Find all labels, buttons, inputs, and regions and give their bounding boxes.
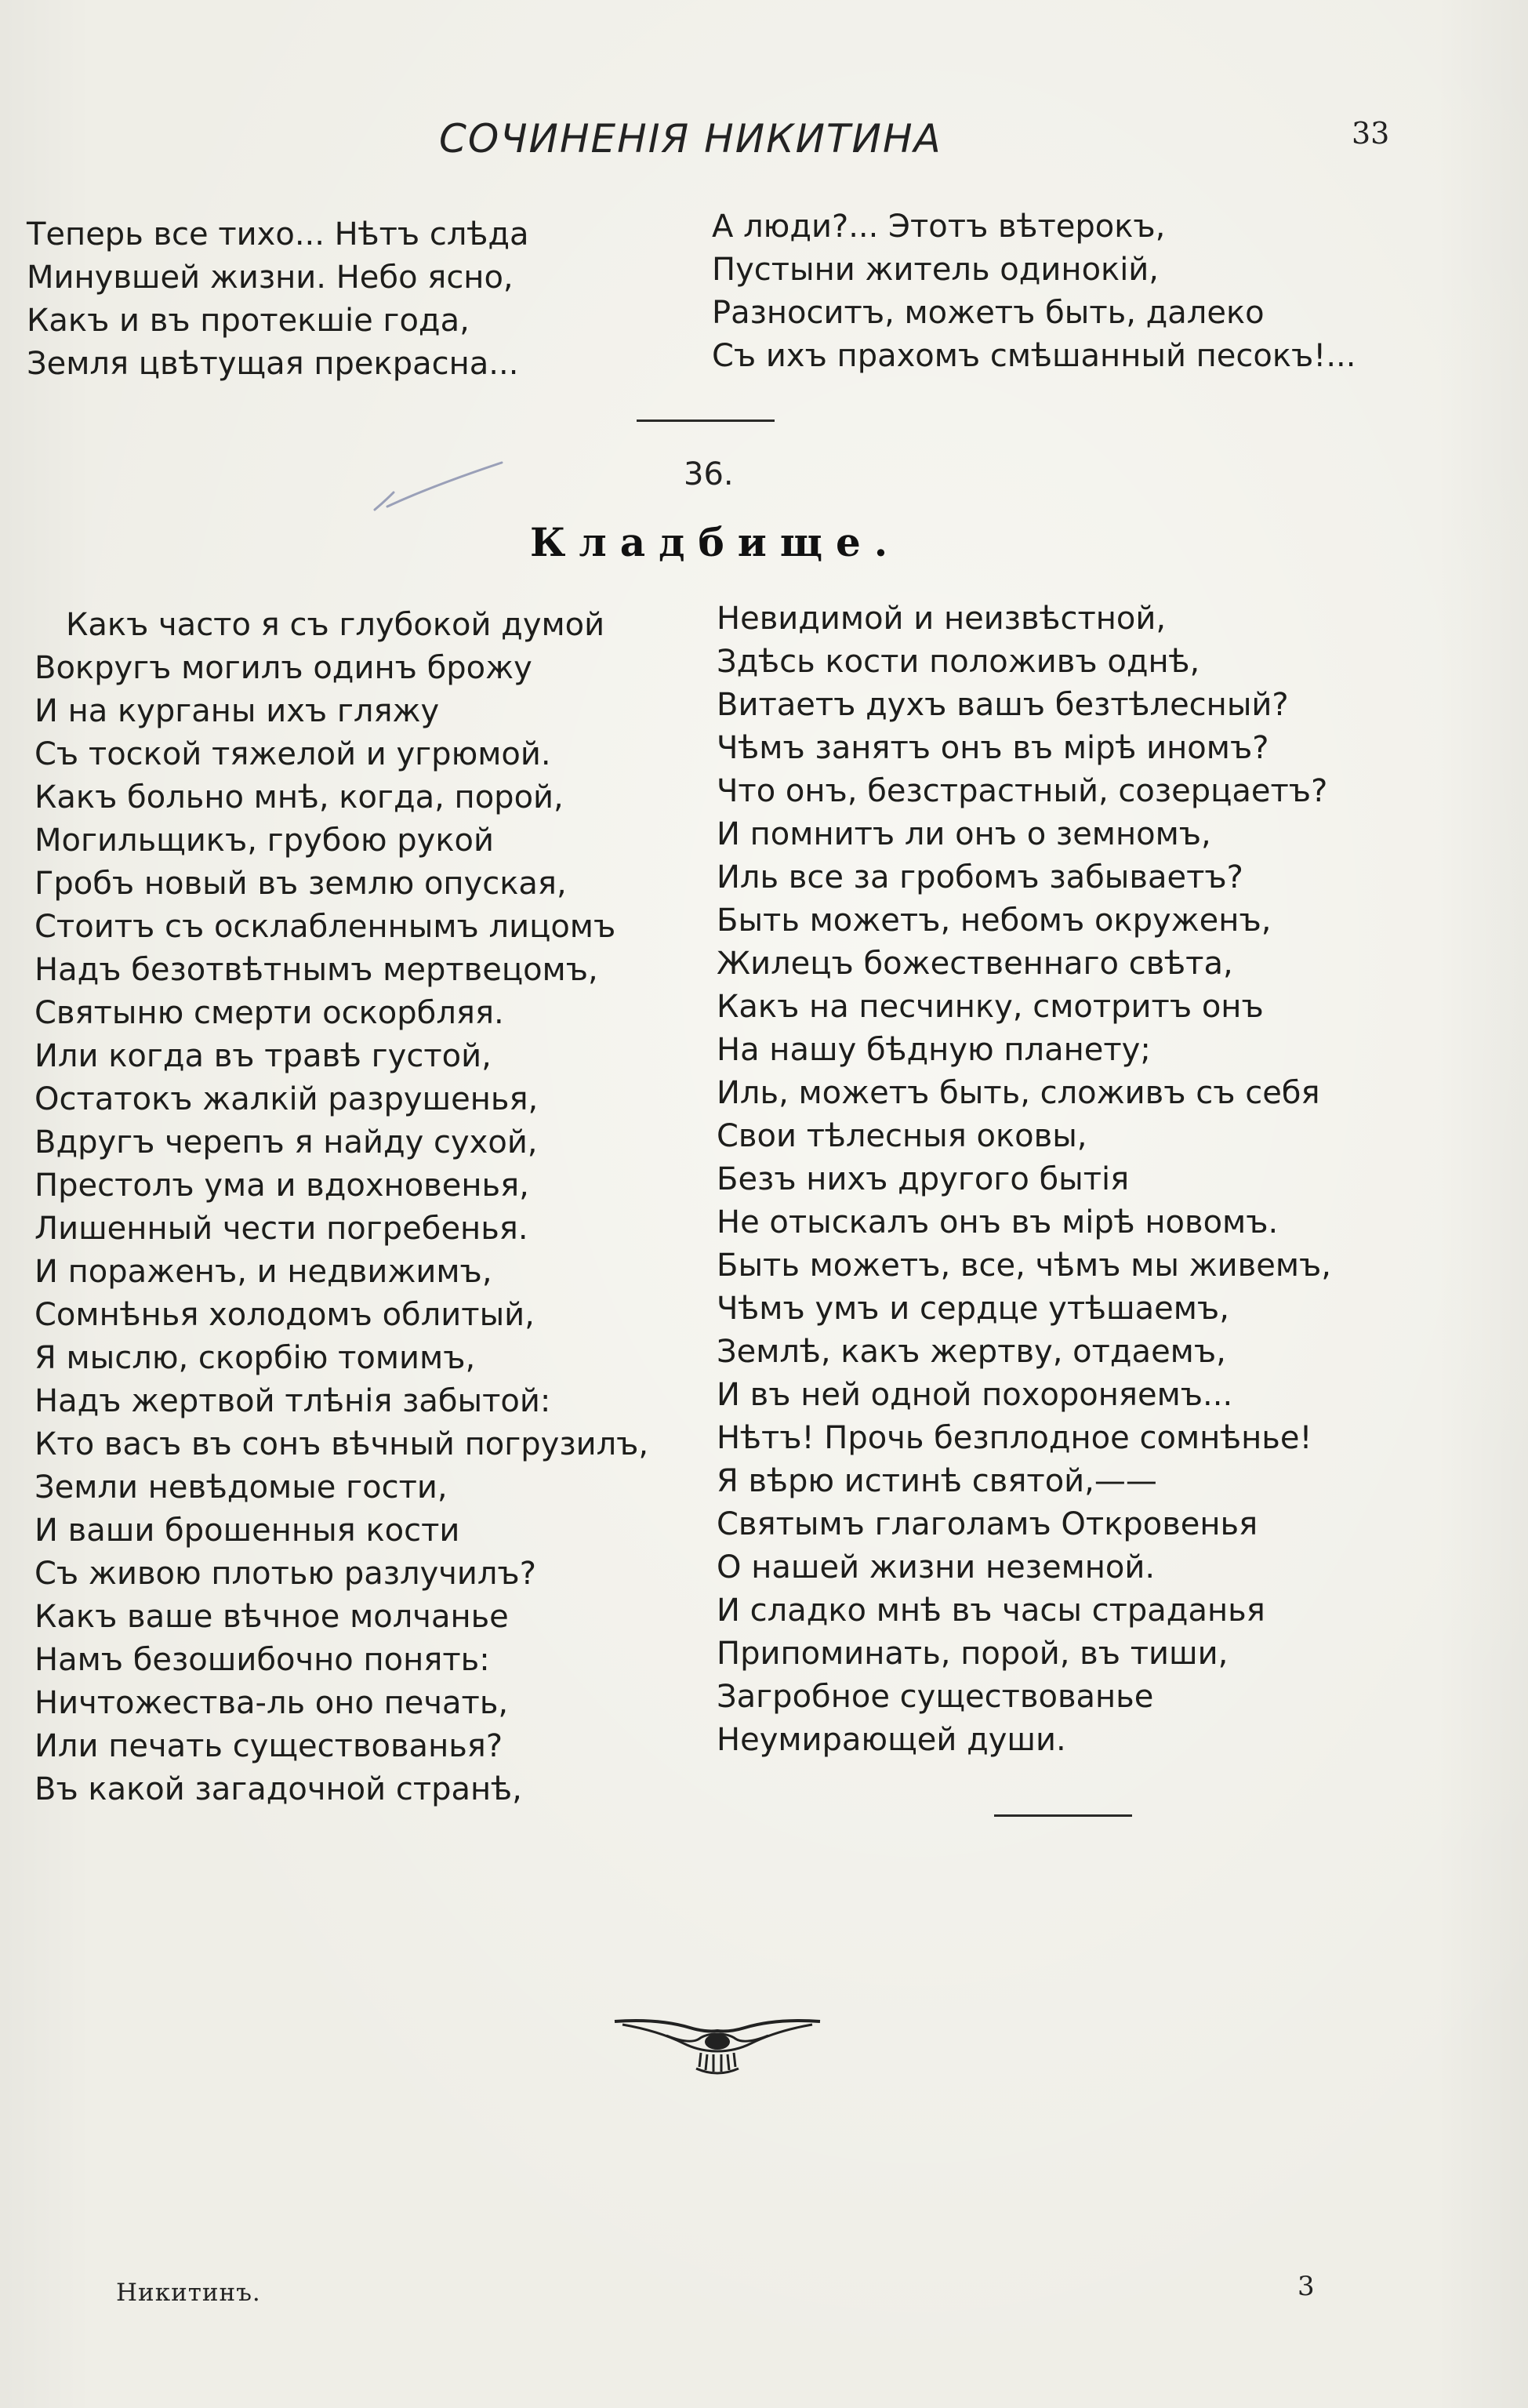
- verse-line: Какъ часто я съ глубокой думой: [66, 607, 605, 643]
- running-title: СОЧИНЕНІЯ НИКИТИНА: [439, 116, 942, 162]
- verse-line: Стоитъ съ осклабленнымъ лицомъ: [34, 909, 616, 945]
- verse-line: Не отыскалъ онъ въ мірѣ новомъ.: [717, 1204, 1279, 1240]
- verse-line: Нѣтъ! Прочь безплодное сомнѣнье!: [717, 1420, 1312, 1456]
- verse-line: Святымъ глаголамъ Откровенья: [717, 1506, 1258, 1542]
- verse-line: Намъ безошибочно понять:: [34, 1642, 490, 1678]
- verse-line: Какъ ваше вѣчное молчанье: [34, 1599, 509, 1635]
- verse-line: Съ живою плотью разлучилъ?: [34, 1556, 536, 1592]
- verse-line: Какъ на песчинку, смотритъ онъ: [717, 989, 1264, 1025]
- previous-poem-left-column: [27, 213, 529, 386]
- verse-line: Витаетъ духъ вашъ безтѣлесный?: [717, 687, 1289, 723]
- verse-line: Надъ безотвѣтнымъ мертвецомъ,: [34, 952, 598, 988]
- verse-line: И на курганы ихъ гляжу: [34, 693, 440, 729]
- pencil-checkmark-icon: [368, 455, 510, 518]
- verse-line: Земли невѣдомые гости,: [34, 1469, 448, 1505]
- verse-line: Пустыни житель одинокій,: [712, 252, 1160, 288]
- verse-line: О нашей жизни неземной.: [717, 1549, 1156, 1585]
- verse-line: Чѣмъ занятъ онъ въ мірѣ иномъ?: [717, 730, 1269, 766]
- verse-line: Загробное существованье: [717, 1679, 1154, 1715]
- verse-line: Быть можетъ, небомъ окруженъ,: [717, 903, 1272, 939]
- sheet-number: 3: [1298, 2271, 1315, 2302]
- poem-number: 36.: [684, 456, 734, 492]
- verse-line: Съ ихъ прахомъ смѣшанный песокъ!...: [712, 338, 1356, 374]
- verse-line: Здѣсь кости положивъ однѣ,: [717, 644, 1200, 680]
- previous-poem-right-column: [712, 205, 1356, 378]
- verse-line: Или печать существованья?: [34, 1728, 503, 1764]
- verse-line: Жилецъ божественнаго свѣта,: [717, 946, 1233, 982]
- verse-line: Свои тѣлесныя оковы,: [717, 1118, 1087, 1154]
- verse-line: Въ какой загадочной странѣ,: [34, 1771, 522, 1807]
- verse-line: Гробъ новый въ землю опуская,: [34, 866, 567, 902]
- verse-line: Землѣ, какъ жертву, отдаемъ,: [717, 1334, 1226, 1370]
- tailpiece-ornament-icon: [612, 2007, 823, 2078]
- verse-line: И помнитъ ли онъ о земномъ,: [717, 816, 1211, 852]
- verse-line: Чѣмъ умъ и сердце утѣшаемъ,: [717, 1291, 1229, 1327]
- verse-line: И ваши брошенныя кости: [34, 1513, 460, 1549]
- verse-line: Припоминать, порой, въ тиши,: [717, 1636, 1229, 1672]
- verse-line: И сладко мнѣ въ часы страданья: [717, 1593, 1265, 1629]
- signature-mark: Никитинъ.: [116, 2279, 261, 2307]
- verse-line: И пораженъ, и недвижимъ,: [34, 1254, 492, 1290]
- verse-line: Теперь все тихо... Нѣтъ слѣда: [27, 216, 529, 252]
- verse-line: Какъ больно мнѣ, когда, порой,: [34, 779, 564, 815]
- verse-line: Невидимой и неизвѣстной,: [717, 601, 1167, 637]
- verse-line: Неумирающей души.: [717, 1722, 1066, 1758]
- section-separator-rule: [637, 419, 775, 422]
- verse-line: Какъ и въ протекшіе года,: [27, 303, 470, 339]
- verse-line: Ничтожества-ль оно печать,: [34, 1685, 509, 1721]
- verse-line: Быть можетъ, все, чѣмъ мы живемъ,: [717, 1248, 1332, 1284]
- verse-line: Земля цвѣтущая прекрасна...: [27, 346, 519, 382]
- verse-line: Лишенный чести погребенья.: [34, 1211, 528, 1247]
- verse-line: На нашу бѣдную планету;: [717, 1032, 1151, 1068]
- verse-line: Вокругъ могилъ одинъ брожу: [34, 650, 532, 686]
- page-number: 33: [1352, 116, 1390, 151]
- verse-line: Престолъ ума и вдохновенья,: [34, 1168, 529, 1204]
- verse-line: Я мыслю, скорбію томимъ,: [34, 1340, 476, 1376]
- verse-line: Я вѣрю истинѣ святой,——: [717, 1463, 1157, 1499]
- verse-line: Святыню смерти оскорбляя.: [34, 995, 504, 1031]
- verse-line: Разноситъ, можетъ быть, далеко: [712, 295, 1265, 331]
- verse-line: Или когда въ травѣ густой,: [34, 1038, 492, 1074]
- verse-line: Безъ нихъ другого бытія: [717, 1161, 1130, 1197]
- verse-line: Что онъ, безстрастный, созерцаетъ?: [717, 773, 1328, 809]
- verse-line: И въ ней одной похороняемъ...: [717, 1377, 1233, 1413]
- verse-line: Могильщикъ, грубою рукой: [34, 823, 494, 859]
- verse-line: Остатокъ жалкій разрушенья,: [34, 1081, 539, 1117]
- verse-line: Съ тоской тяжелой и угрюмой.: [34, 736, 551, 772]
- verse-line: Надъ жертвой тлѣнія забытой:: [34, 1383, 551, 1419]
- poem-end-rule: [994, 1814, 1132, 1817]
- verse-line: Вдругъ черепъ я найду сухой,: [34, 1124, 538, 1160]
- poem-left-column: [34, 604, 648, 1811]
- poem-right-column: [717, 597, 1331, 1762]
- poem-title: Кладбище.: [530, 519, 902, 565]
- verse-line: А люди?... Этотъ вѣтерокъ,: [712, 209, 1166, 245]
- verse-line: Кто васъ въ сонъ вѣчный погрузилъ,: [34, 1426, 649, 1462]
- verse-line: Сомнѣнья холодомъ облитый,: [34, 1297, 535, 1333]
- verse-line: Иль все за гробомъ забываетъ?: [717, 859, 1243, 895]
- verse-line: Минувшей жизни. Небо ясно,: [27, 260, 514, 296]
- verse-line: Иль, можетъ быть, сложивъ съ себя: [717, 1075, 1320, 1111]
